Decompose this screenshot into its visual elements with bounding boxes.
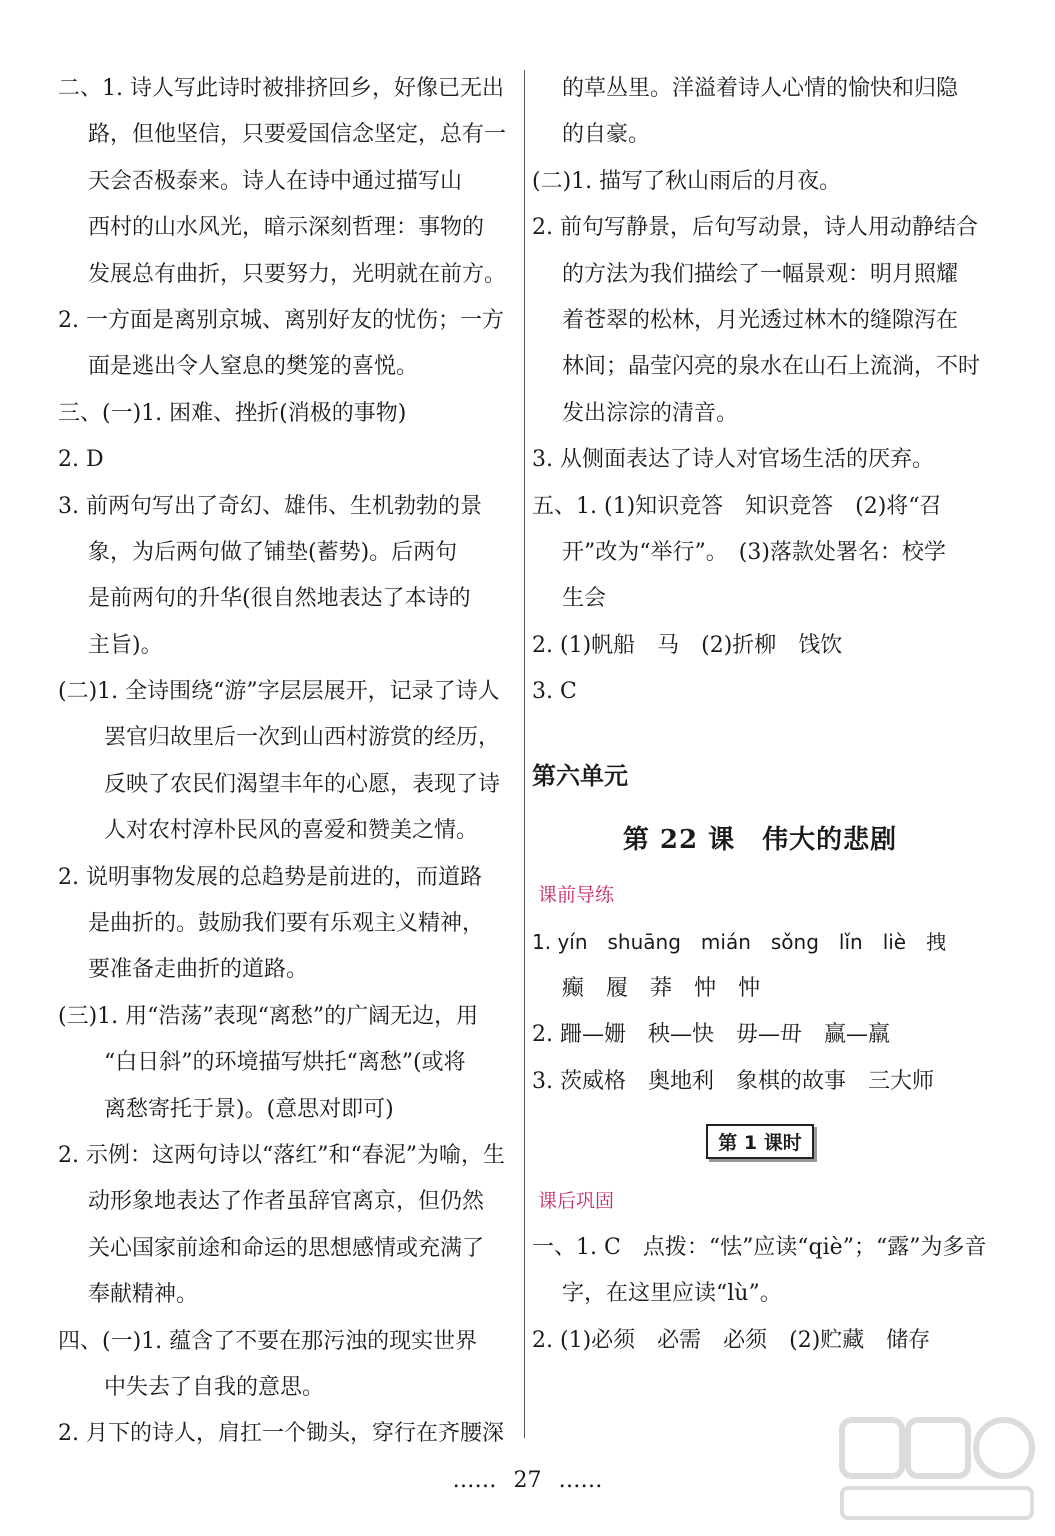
answer-line: 天会否极泰来。诗人在诗中通过描写山 — [88, 168, 463, 194]
answer-line: 主旨)。 — [88, 632, 163, 658]
answer-line: 2. (1)帆船 马 (2)折柳 饯饮 — [532, 632, 843, 658]
answer-line: 的草丛里。洋溢着诗人心情的愉快和归隐 — [562, 76, 959, 101]
answer-line: 2. (1)必须 必需 必须 (2)贮藏 储存 — [532, 1327, 931, 1353]
answer-line: 西村的山水风光，暗示深刻哲理：事物的 — [88, 215, 485, 241]
answer-line: 发出淙淙的清音。 — [562, 400, 739, 426]
answer-line: (二)1. 全诗围绕“游”字层层展开，记录了诗人 — [58, 679, 500, 705]
answer-line: 2. D — [58, 447, 104, 473]
answer-line: 3. 前两句写出了奇幻、雄伟、生机勃勃的景 — [58, 493, 482, 519]
answer-line: 林间；晶莹闪亮的泉水在山石上流淌，不时 — [562, 354, 981, 380]
answer-line: 离愁寄托于景)。(意思对即可) — [104, 1096, 394, 1122]
column-divider — [524, 70, 525, 1438]
lesson-title: 第 22 课 伟大的悲剧 — [622, 825, 898, 856]
answer-line: (三)1. 用“浩荡”表现“离愁”的广阔无边，用 — [58, 1003, 479, 1029]
section-heading-post-class: 课后巩固 — [538, 1190, 615, 1213]
answer-line: 的方法为我们描绘了一幅景观：明月照耀 — [562, 261, 959, 287]
answer-line: 3. 茨威格 奥地利 象棋的故事 三大师 — [532, 1068, 934, 1094]
answer-line: 字，在这里应读“lù”。 — [562, 1281, 782, 1307]
answer-line: 是前两句的升华(很自然地表达了本诗的 — [88, 586, 471, 612]
answer-line: 二、1. 诗人写此诗时被排挤回乡，好像已无出 — [58, 76, 504, 101]
answer-line: 的自豪。 — [562, 122, 651, 148]
answer-line: 是曲折的。鼓励我们要有乐观主义精神， — [88, 911, 485, 937]
footer-dots-right: …… — [558, 1468, 603, 1493]
answer-line: “白日斜”的环境描写烘托“离愁”(或将 — [104, 1050, 466, 1076]
unit-title: 第六单元 — [532, 762, 628, 791]
answer-line: 着苍翠的松林，月光透过林木的缝隙泻在 — [562, 307, 959, 333]
period-label: 第 1 课时 — [706, 1124, 813, 1159]
answer-line: 3. 从侧面表达了诗人对官场生活的厌弃。 — [532, 447, 934, 473]
answer-line: 四、(一)1. 蕴含了不要在那污浊的现实世界 — [58, 1328, 478, 1354]
answer-line: 2. 跚—姗 秧—快 毋—毌 赢—羸 — [532, 1022, 890, 1048]
answer-line: 2. 前句写静景，后句写动景，诗人用动静结合 — [532, 215, 978, 241]
answer-line: 2. 月下的诗人，肩扛一个锄头，穿行在齐腰深 — [58, 1421, 504, 1447]
answer-line: 2. 说明事物发展的总趋势是前进的，而道路 — [58, 864, 482, 890]
answer-line: 反映了农民们渴望丰年的心愿，表现了诗 — [104, 771, 501, 797]
page-footer — [0, 1468, 1055, 1493]
answer-line: 要准备走曲折的道路。 — [88, 957, 309, 983]
answer-line: 五、1. (1)知识竞答 知识竞答 (2)将“召 — [532, 493, 942, 519]
answer-line: 1. yín shuāng mián sǒng lǐn liè 拽 — [532, 930, 947, 955]
answer-line: 奉献精神。 — [88, 1282, 199, 1308]
answer-line: 一、1. C 点拨：“怯”应读“qiè”；“露”为多音 — [532, 1235, 987, 1261]
answer-line: 3. C — [532, 679, 577, 705]
answer-line: 关心国家前途和命运的思想感情或充满了 — [88, 1235, 485, 1261]
answer-line: 开”改为“举行”。 (3)落款处署名：校学 — [562, 539, 946, 565]
page-number: 27 — [513, 1468, 542, 1493]
answer-line: 面是逃出令人窒息的樊笼的喜悦。 — [88, 354, 419, 380]
answer-line: 人对农村淳朴民风的喜爱和赞美之情。 — [104, 818, 479, 844]
answer-line: 罢官归故里后一次到山西村游赏的经历， — [104, 725, 501, 751]
answer-line: 象，为后两句做了铺垫(蓄势)。后两句 — [88, 539, 458, 565]
answer-line: 动形象地表达了作者虽辞官离京，但仍然 — [88, 1189, 485, 1215]
answer-line: 三、(一)1. 困难、挫折(消极的事物) — [58, 400, 407, 426]
period-label-wrap — [532, 1105, 988, 1177]
left-column — [58, 66, 520, 1458]
footer-dots-left: …… — [452, 1468, 497, 1493]
answer-line: 路，但他坚信，只要爱国信念坚定，总有一 — [88, 122, 507, 148]
answer-line: 癫 履 莽 忡 忡 — [562, 975, 761, 1001]
answer-line: 生会 — [562, 586, 607, 612]
answer-line: 中失去了自我的意思。 — [104, 1374, 325, 1400]
answer-line: (二)1. 描写了秋山雨后的月夜。 — [532, 168, 842, 194]
answer-line: 发展总有曲折，只要努力，光明就在前方。 — [88, 261, 507, 287]
answer-line: 2. 一方面是离别京城、离别好友的忧伤；一方 — [58, 307, 504, 333]
answer-line: 2. 示例：这两句诗以“落红”和“春泥”为喻，生 — [58, 1142, 505, 1168]
right-column — [532, 66, 988, 1364]
section-heading-pre-class: 课前导练 — [538, 884, 615, 907]
